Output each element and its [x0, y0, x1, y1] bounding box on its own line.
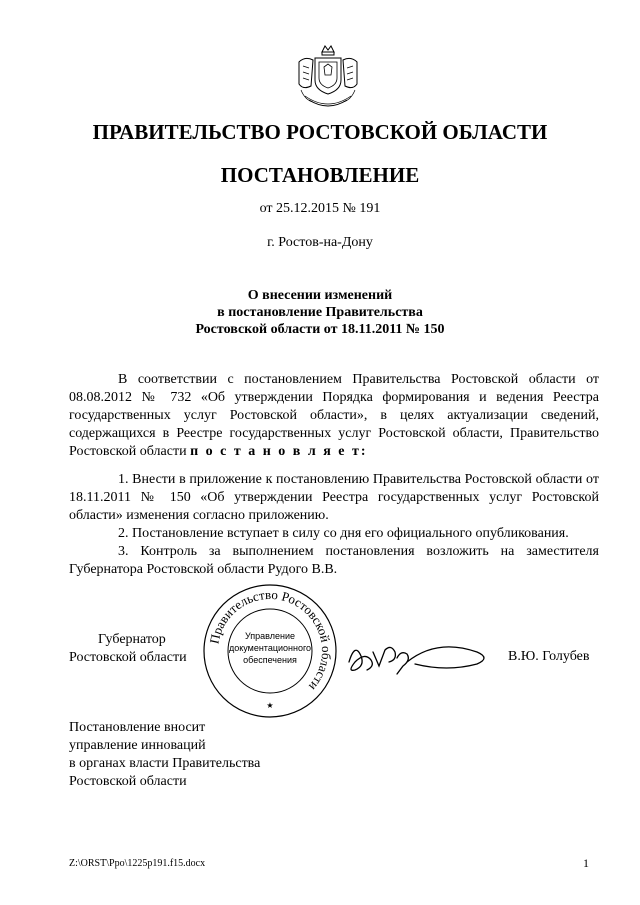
document-city: г. Ростов-на-Дону [267, 235, 373, 250]
preamble-paragraph [69, 371, 599, 461]
decree-item-1: 1. Внести в приложение к постановлению Правительства Ростовской области от 18.11.2011 № 150 «Об утверждении Реестра государственных услуг Ростовской области» изменения согласно приложению. [69, 472, 599, 523]
file-path: Z:\ORST\Ppo\1225p191.f15.docx [69, 858, 206, 869]
subject-line: О внесении изменений [247, 288, 393, 303]
stamp-star-icon: ★ [266, 701, 274, 710]
stamp-center-line: Управление [244, 631, 296, 641]
preamble-text: В соответствии с постановлением Правительства Ростовской области от 08.08.2012 № 732 «Об утверждении Порядка формирования и ведения Реестра государственных услуг Ростовской области», в целях актуализации сведений, содержащихся в Реестре государственных услуг Ростовской области, Правительство Ростовской области [69, 372, 599, 459]
stamp-center-line: документационного [228, 643, 312, 653]
signer-name: В.Ю. Голубев [508, 649, 590, 664]
document-subject [0, 287, 640, 338]
decree-word: п о с т а н о в л я е т: [190, 444, 368, 459]
page-number: 1 [583, 856, 589, 870]
submitted-by-line: Ростовской области [69, 774, 187, 789]
decree-item-2: 2. Постановление вступает в силу со дня его официального опубликования. [118, 526, 569, 541]
organization-title: ПРАВИТЕЛЬСТВО РОСТОВСКОЙ ОБЛАСТИ [92, 120, 548, 144]
document-type: ПОСТАНОВЛЕНИЕ [220, 163, 420, 187]
stamp-center-line: обеспечения [243, 655, 297, 665]
submitted-by-line: в органах власти Правительства [69, 756, 261, 771]
document-date-number: от 25.12.2015 № 191 [259, 201, 381, 216]
coat-of-arms-emblem [295, 40, 361, 116]
decree-item-3: 3. Контроль за выполнением постановления возложить на заместителя Губернатора Ростовской области Рудого В.В. [69, 544, 599, 577]
signer-position-line: Ростовской области [69, 650, 187, 665]
submitted-by-line: Постановление вносит [69, 720, 206, 735]
stamp-ring-text: Правительство Ростовской области [206, 586, 335, 694]
submitted-by-note [69, 719, 260, 791]
subject-line: в постановление Правительства [217, 305, 423, 320]
official-stamp [200, 581, 340, 721]
handwritten-signature [345, 632, 495, 682]
subject-line: Ростовской области от 18.11.2011 № 150 [195, 322, 445, 337]
document-body [69, 371, 599, 579]
signer-position-line: Губернатор [98, 632, 166, 647]
submitted-by-line: управление инноваций [69, 738, 206, 753]
